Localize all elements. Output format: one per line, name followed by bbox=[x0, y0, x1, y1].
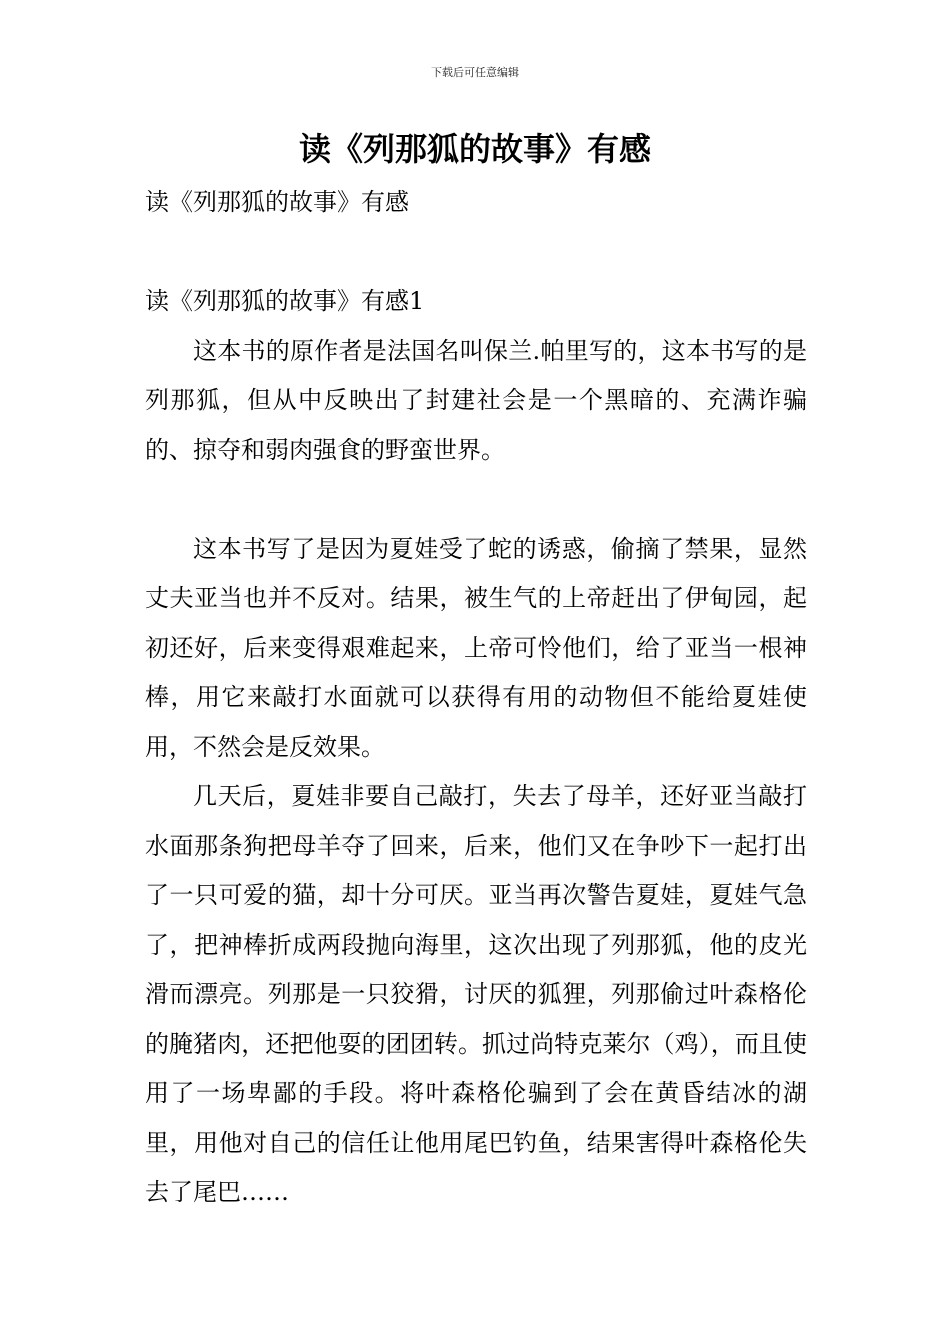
section-heading: 读《列那狐的故事》有感1 bbox=[145, 287, 425, 315]
header-note: 下载后可任意编辑 bbox=[431, 66, 519, 79]
paragraph-2: 这本书写了是因为夏娃受了蛇的诱惑，偷摘了禁果，显然丈夫亚当也并不反对。结果，被生气的上帝赶出了伊甸园，起初还好，后来变得艰难起来，上帝可怜他们，给了亚当一根神棒，用它来敲打水面就可以获得有用的动物但不能给夏娃使用，不然会是反效果。 bbox=[145, 534, 807, 761]
document-title: 读《列那狐的故事》有感 bbox=[298, 130, 651, 168]
subtitle: 读《列那狐的故事》有感 bbox=[145, 188, 409, 216]
blank-line bbox=[145, 475, 807, 525]
paragraph-3: 几天后，夏娃非要自己敲打，失去了母羊，还好亚当敲打水面那条狗把母羊夺了回来，后来，他们又在争吵下一起打出了一只可爱的猫，却十分可厌。亚当再次警告夏娃，夏娃气急了，把神棒折成两段抛向海里，这次出现了列那狐，他的皮光滑而漂亮。列那是一只狡猾，讨厌的狐狸，列那偷过叶森格伦的腌猪肉，还把他耍的团团转。抓过尚特克莱尔（鸡），而且使用了一场卑鄙的手段。将叶森格伦骗到了会在黄昏结冰的湖里，用他对自己的信任让他用尾巴钓鱼，结果害得叶森格伦失去了尾巴…… bbox=[145, 782, 807, 1206]
document-body bbox=[145, 178, 807, 1218]
blank-line bbox=[145, 228, 807, 278]
paragraph-1: 这本书的原作者是法国名叫保兰.帕里写的，这本书写的是列那狐，但从中反映出了封建社会是一个黑暗的、充满诈骗的、掠夺和弱肉强食的野蛮世界。 bbox=[145, 336, 807, 464]
